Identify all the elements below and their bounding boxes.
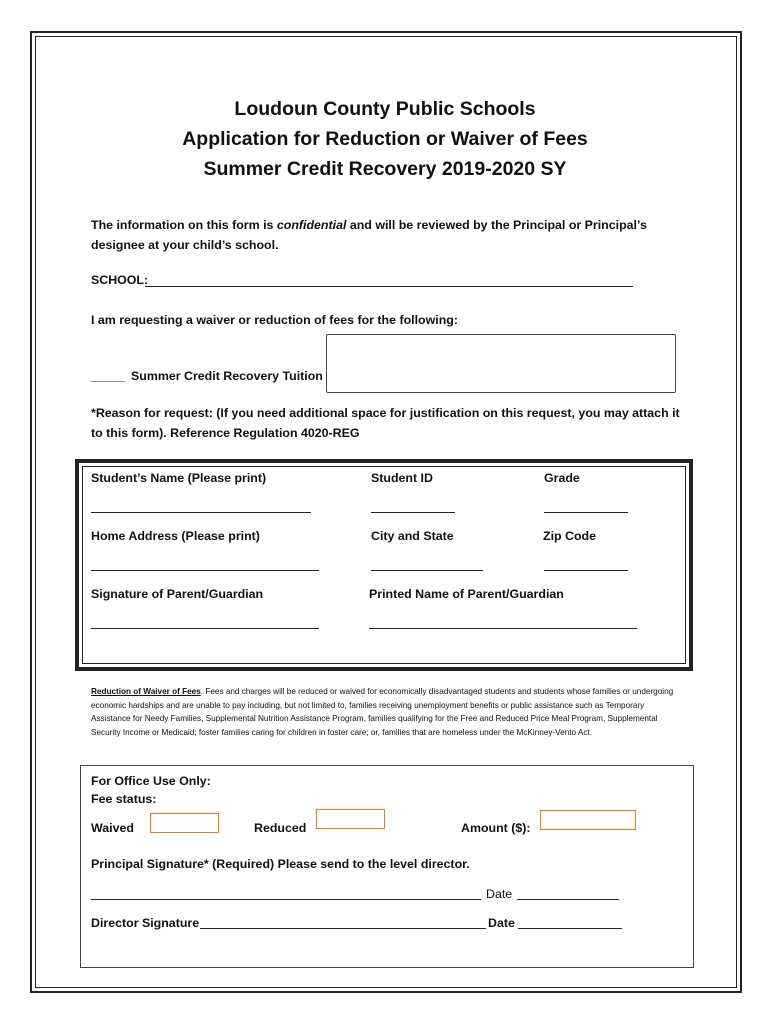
city-state-label: City and State [371, 529, 454, 543]
intro-paragraph: The information on this form is confidential and will be reviewed by the Principal or Principal’s designee at your child’s school. [91, 218, 647, 252]
fee-status-label: Fee status: [91, 792, 157, 806]
tuition-item-label: Summer Credit Recovery Tuition [131, 369, 323, 383]
confidential-emphasis: confidential [276, 218, 347, 232]
zip-code-label: Zip Code [543, 529, 596, 543]
grade-field[interactable] [544, 512, 628, 513]
student-id-label: Student ID [371, 471, 433, 485]
parent-signature-field[interactable] [91, 628, 319, 629]
student-name-field[interactable] [91, 512, 311, 513]
grade-label: Grade [544, 471, 580, 485]
student-name-label: Student’s Name (Please print) [91, 471, 267, 485]
tuition-checkbox-blank[interactable]: _____ [91, 369, 126, 383]
request-statement: I am requesting a waiver or reduction of fees for the following: [91, 313, 458, 327]
principal-date-field[interactable] [517, 899, 619, 900]
reason-text-box[interactable] [326, 334, 676, 393]
fee-waiver-notice [91, 685, 681, 739]
title-line-district: Loudoun County Public Schools [234, 98, 536, 120]
reduced-field[interactable] [316, 809, 385, 829]
reduced-label: Reduced [254, 821, 307, 835]
form-title [0, 94, 770, 184]
amount-field[interactable] [540, 810, 636, 830]
city-state-field[interactable] [371, 570, 483, 571]
principal-signature-field[interactable] [91, 899, 481, 900]
notice-body: . Fees and charges will be reduced or waived for economically disadvantaged students and students whose families or undergoing economic hardships and are unable to pay including, but not limited to, families receiving unemployment benefits or public assistance such as Temporary Assistance for Needy Families, Supplemental Nutrition Assistance Program, families qualifying for the Free and Reduced Price Meal Program, Supplemental Security Income or Medicaid; foster families caring for children in foster care; or, families that are homeless under the McKinney-Vento Act. [91, 687, 674, 737]
principal-date-label: Date [486, 887, 513, 901]
title-line-program: Summer Credit Recovery 2019-2020 SY [203, 158, 567, 180]
student-id-field[interactable] [371, 512, 455, 513]
waived-field[interactable] [150, 813, 219, 833]
director-signature-field[interactable] [200, 928, 486, 929]
parent-printed-name-field[interactable] [369, 628, 637, 629]
reason-instructions: *Reason for request: (If you need additional space for justification on this request, you may attach it to this form). Reference Regulation 4020-REG [91, 406, 680, 440]
title-line-application: Application for Reduction or Waiver of Fees [182, 128, 588, 150]
waived-label: Waived [91, 821, 134, 835]
parent-printed-name-label: Printed Name of Parent/Guardian [369, 587, 564, 601]
school-input-line[interactable] [145, 286, 633, 287]
office-use-title: For Office Use Only: [91, 774, 211, 788]
parent-signature-label: Signature of Parent/Guardian [91, 587, 264, 601]
school-label: SCHOOL: [91, 273, 149, 287]
student-info-section [75, 459, 693, 671]
director-date-field[interactable] [518, 928, 622, 929]
zip-code-field[interactable] [544, 570, 628, 571]
director-date-label: Date [488, 916, 515, 930]
director-signature-label: Director Signature [91, 916, 200, 930]
notice-heading: Reduction of Waiver of Fees [91, 687, 201, 696]
home-address-label: Home Address (Please print) [91, 529, 260, 543]
amount-label: Amount ($): [461, 821, 531, 835]
principal-signature-label: Principal Signature* (Required) Please send to the level director. [91, 857, 470, 871]
home-address-field[interactable] [91, 570, 319, 571]
